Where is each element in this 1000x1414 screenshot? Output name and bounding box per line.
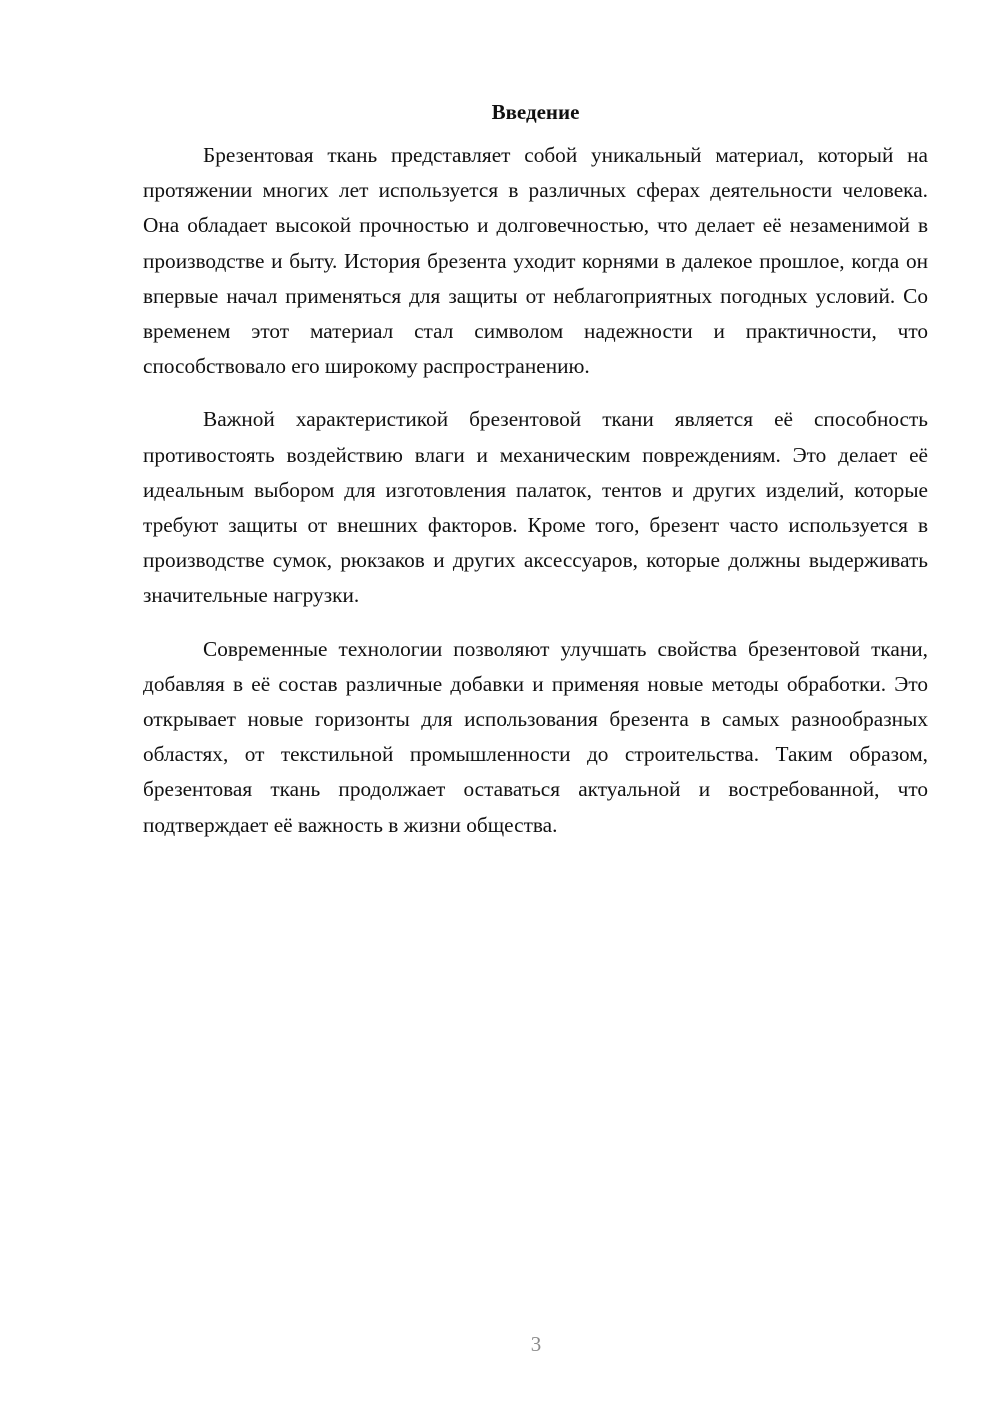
paragraph-2: Важной характеристикой брезентовой ткани является её способность противостоять воздействию влаги и механическим повреждениям. Это делает её идеальным выбором для изготовления палаток, тентов и других изделий, которые требуют защиты от внешних факторов. Кроме того, брезент часто используется в производстве сумок, рюкзаков и других аксессуаров, которые должны выдерживать значительные нагрузки. bbox=[143, 407, 928, 608]
page-content bbox=[143, 96, 928, 861]
paragraph-1: Брезентовая ткань представляет собой уникальный материал, который на протяжении многих лет используется в различных сферах деятельности человека. Она обладает высокой прочностью и долговечностью, что делает её незаменимой в производстве и быту. История брезента уходит корнями в далекое прошлое, когда он впервые начал применяться для защиты от неблагоприятных погодных условий. Со временем этот материал стал символом надежности и практичности, что способствовало его широкому распространению. bbox=[143, 143, 928, 379]
paragraph-3: Современные технологии позволяют улучшать свойства брезентовой ткани, добавляя в её состав различные добавки и применяя новые методы обработки. Это открывает новые горизонты для использования брезента в самых разнообразных областях, от текстильной промышленности до строительства. Таким образом, брезентовая ткань продолжает оставаться актуальной и востребованной, что подтверждает её важность в жизни общества. bbox=[143, 636, 928, 837]
page-number: 3 bbox=[530, 1332, 542, 1356]
page-title: Введение bbox=[491, 100, 580, 124]
